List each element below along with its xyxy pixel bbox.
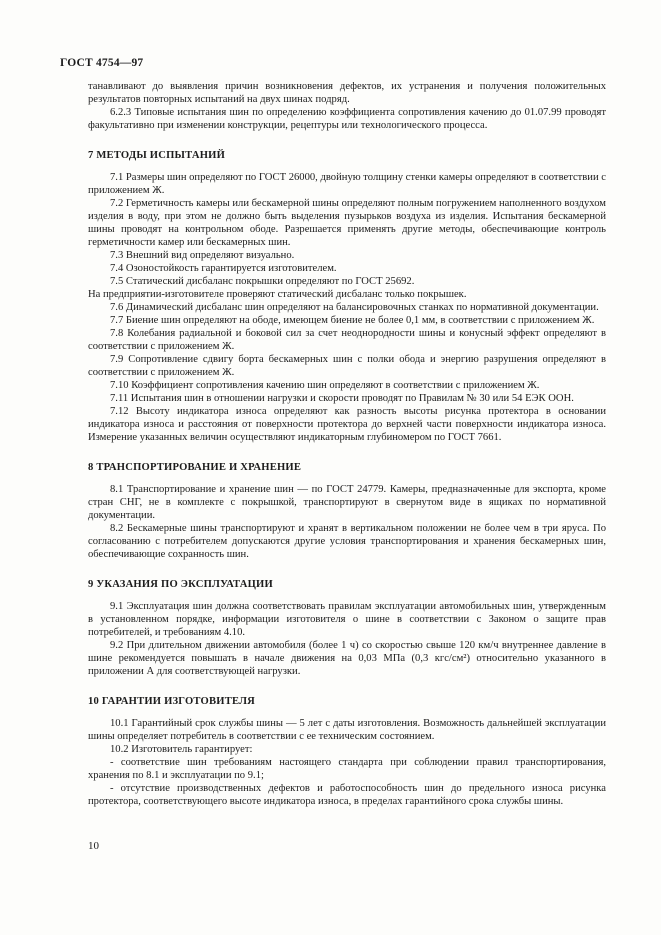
section-10-title: 10 ГАРАНТИИ ИЗГОТОВИТЕЛЯ	[88, 696, 256, 707]
paragraph-7-4: 7.4 Озоностойкость гарантируется изготовителем.	[110, 263, 337, 274]
paragraph-7-11: 7.11 Испытания шин в отношении нагрузки и скорости проводят по Правилам № 30 или 54 ЕЭК ООН.	[110, 393, 574, 404]
paragraph-9-2: 9.2 При длительном движении автомобиля (более 1 ч) со скоростью свыше 120 км/ч внутреннее давление в шине рекомендуется повышать в начале движения на 0,03 МПа (0,3 кгс/см²) относительно указанного в приложении А для соответствующей нагрузки.	[88, 640, 606, 677]
paragraph-7-6: 7.6 Динамический дисбаланс шин определяют на балансировочных станках по нормативной документации.	[110, 302, 599, 313]
section-9-title: 9 УКАЗАНИЯ ПО ЭКСПЛУАТАЦИИ	[88, 579, 273, 590]
paragraph-10-2-item-2: - отсутствие производственных дефектов и работоспособность шин до предельного износа рисунка протектора, соответствующего высоте индикатора износа, в пределах гарантийного срока службы шины.	[88, 783, 606, 807]
paragraph-7-12: 7.12 Высоту индикатора износа определяют как разность высоты рисунка протектора в основании индикатора износа и расстояния от поверхности протектора до верхней части поверхности индикатора износа. Измерение указанных величин осуществляют индикаторным глубиномером по ГОСТ 7661.	[88, 406, 606, 443]
paragraph-7-3: 7.3 Внешний вид определяют визуально.	[110, 250, 295, 261]
paragraph-7-8: 7.8 Колебания радиальной и боковой сил за счет неоднородности шины и конусный эффект определяют в соответствии с приложением Ж.	[88, 328, 606, 352]
page-content	[88, 80, 606, 808]
paragraph-7-1: 7.1 Размеры шин определяют по ГОСТ 26000, двойную толщину стенки камеры определяют в соответствии с приложением Ж.	[88, 172, 606, 196]
document-code: ГОСТ 4754—97	[60, 57, 144, 69]
paragraph-8-2: 8.2 Бескамерные шины транспортируют и хранят в вертикальном положении не более чем в три яруса. По согласованию с потребителем допускаются другие условия транспортирования и хранения бескамерных шин, обеспечивающие сохранность шин.	[88, 523, 606, 560]
paragraph-7-10: 7.10 Коэффициент сопротивления качению шин определяют в соответствии с приложением Ж.	[110, 380, 540, 391]
page-number: 10	[88, 840, 99, 852]
paragraph-7-2: 7.2 Герметичность камеры или бескамерной шины определяют полным погружением наполненного воздухом изделия в воду, при этом не должно быть выделения пузырьков воздуха из изделия. Испытания бескамерной шины проводят на контрольном ободе. Разрешается применять другие методы, обеспечивающие контроль герметичности камер или бескамерных шин.	[88, 198, 606, 248]
paragraph-7-9: 7.9 Сопротивление сдвигу борта бескамерных шин с полки обода и энергию разрушения определяют в соответствии с приложением Ж.	[88, 354, 606, 378]
paragraph-10-2: 10.2 Изготовитель гарантирует:	[110, 744, 253, 755]
intro-paragraph-1: танавливают до выявления причин возникновения дефектов, их устранения и получения положительных результатов повторных испытаний на двух шинах подряд.	[88, 81, 606, 105]
paragraph-7-5-note: На предприятии-изготовителе проверяют статический дисбаланс только покрышек.	[88, 289, 467, 300]
section-8-title: 8 ТРАНСПОРТИРОВАНИЕ И ХРАНЕНИЕ	[88, 462, 302, 473]
paragraph-6-2-3: 6.2.3 Типовые испытания шин по определению коэффициента сопротивления качению до 01.07.99 проводят факультативно при изменении конструкции, рецептуры или технологического процесса.	[88, 107, 606, 131]
section-7-title: 7 МЕТОДЫ ИСПЫТАНИЙ	[88, 150, 226, 161]
paragraph-8-1: 8.1 Транспортирование и хранение шин — по ГОСТ 24779. Камеры, предназначенные для экспорта, кроме стран СНГ, не в комплекте с покрышкой, транспортируют в свернутом виде в ящиках по нормативной документации.	[88, 484, 606, 521]
paragraph-10-2-item-1: - соответствие шин требованиям настоящего стандарта при соблюдении правил транспортирования, хранения по 8.1 и эксплуатации по 9.1;	[88, 757, 606, 781]
paragraph-10-1: 10.1 Гарантийный срок службы шины — 5 лет с даты изготовления. Возможность дальнейшей эксплуатации шины определяет потребитель в соответствии с ее техническим состоянием.	[88, 718, 606, 742]
paragraph-7-5: 7.5 Статический дисбаланс покрышки определяют по ГОСТ 25692.	[110, 276, 415, 287]
paragraph-9-1: 9.1 Эксплуатация шин должна соответствовать правилам эксплуатации автомобильных шин, утвержденным в установленном порядке, информации изготовителя о шине в соответствии с Законом о защите прав потребителей, и требованиям 4.10.	[88, 601, 606, 638]
paragraph-7-7: 7.7 Биение шин определяют на ободе, имеющем биение не более 0,1 мм, в соответствии с приложением Ж.	[110, 315, 595, 326]
